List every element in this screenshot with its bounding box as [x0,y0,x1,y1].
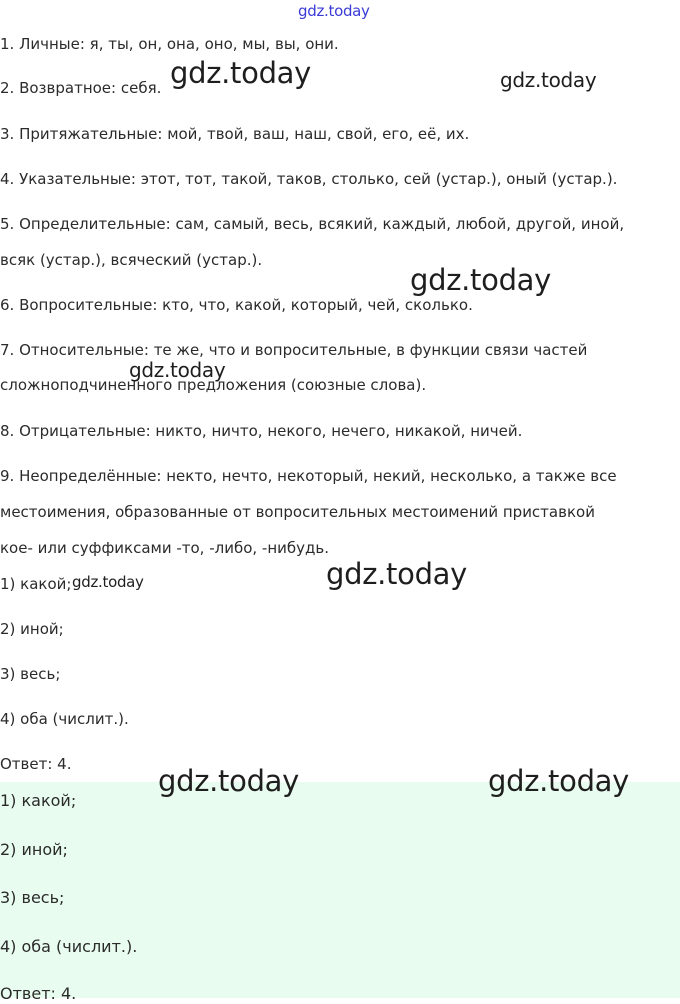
watermark: gdz.today [129,358,226,382]
answer-option-2: 2) иной; [0,840,68,859]
watermark: gdz.today [326,557,468,591]
option-2: 2) иной; [0,620,64,638]
option-3: 3) весь; [0,665,61,683]
answer-option-1: 1) какой; [0,791,77,810]
watermark: gdz.today [488,764,630,798]
answer-option-3: 3) весь; [0,888,65,907]
text-line: 2. Возвратное: себя. [0,79,162,97]
text-line: кое- или суффиксами -то, -либо, -нибудь. [0,539,330,557]
header-watermark: gdz.today [298,2,370,20]
text-line: 9. Неопределённые: некто, нечто, некоторый, некий, несколько, а также все [0,467,617,485]
watermark: gdz.today [170,56,312,90]
text-line: 7. Относительные: те же, что и вопросительные, в функции связи частей [0,341,588,359]
watermark: gdz.today [158,764,300,798]
text-line: сложноподчиненного предложения (союзные слова). [0,376,427,394]
text-line: 4. Указательные: этот, тот, такой, таков, столько, сей (устар.), оный (устар.). [0,170,618,188]
text-line: 6. Вопросительные: кто, что, какой, который, чей, сколько. [0,296,473,314]
answer-option-4: 4) оба (числит.). [0,937,138,956]
text-line: 1. Личные: я, ты, он, она, оно, мы, вы, они. [0,35,339,53]
answer-block [0,782,680,1003]
text-line: 5. Определительные: сам, самый, весь, всякий, каждый, любой, другой, иной, [0,215,625,233]
watermark: gdz.today [72,573,144,591]
option-1: 1) какой; [0,575,72,593]
watermark: gdz.today [410,263,552,297]
answer-text: Ответ: 4. [0,755,72,773]
text-line: 3. Притяжательные: мой, твой, ваш, наш, свой, его, её, их. [0,125,470,143]
text-line: 8. Отрицательные: никто, ничто, некого, нечего, никакой, ничей. [0,422,523,440]
option-4: 4) оба (числит.). [0,710,129,728]
answer-block-text: Ответ: 4. [0,984,77,1003]
text-line: всяк (устар.), всяческий (устар.). [0,251,263,269]
watermark: gdz.today [500,68,597,92]
text-line: местоимения, образованные от вопросительных местоимений приставкой [0,503,595,521]
